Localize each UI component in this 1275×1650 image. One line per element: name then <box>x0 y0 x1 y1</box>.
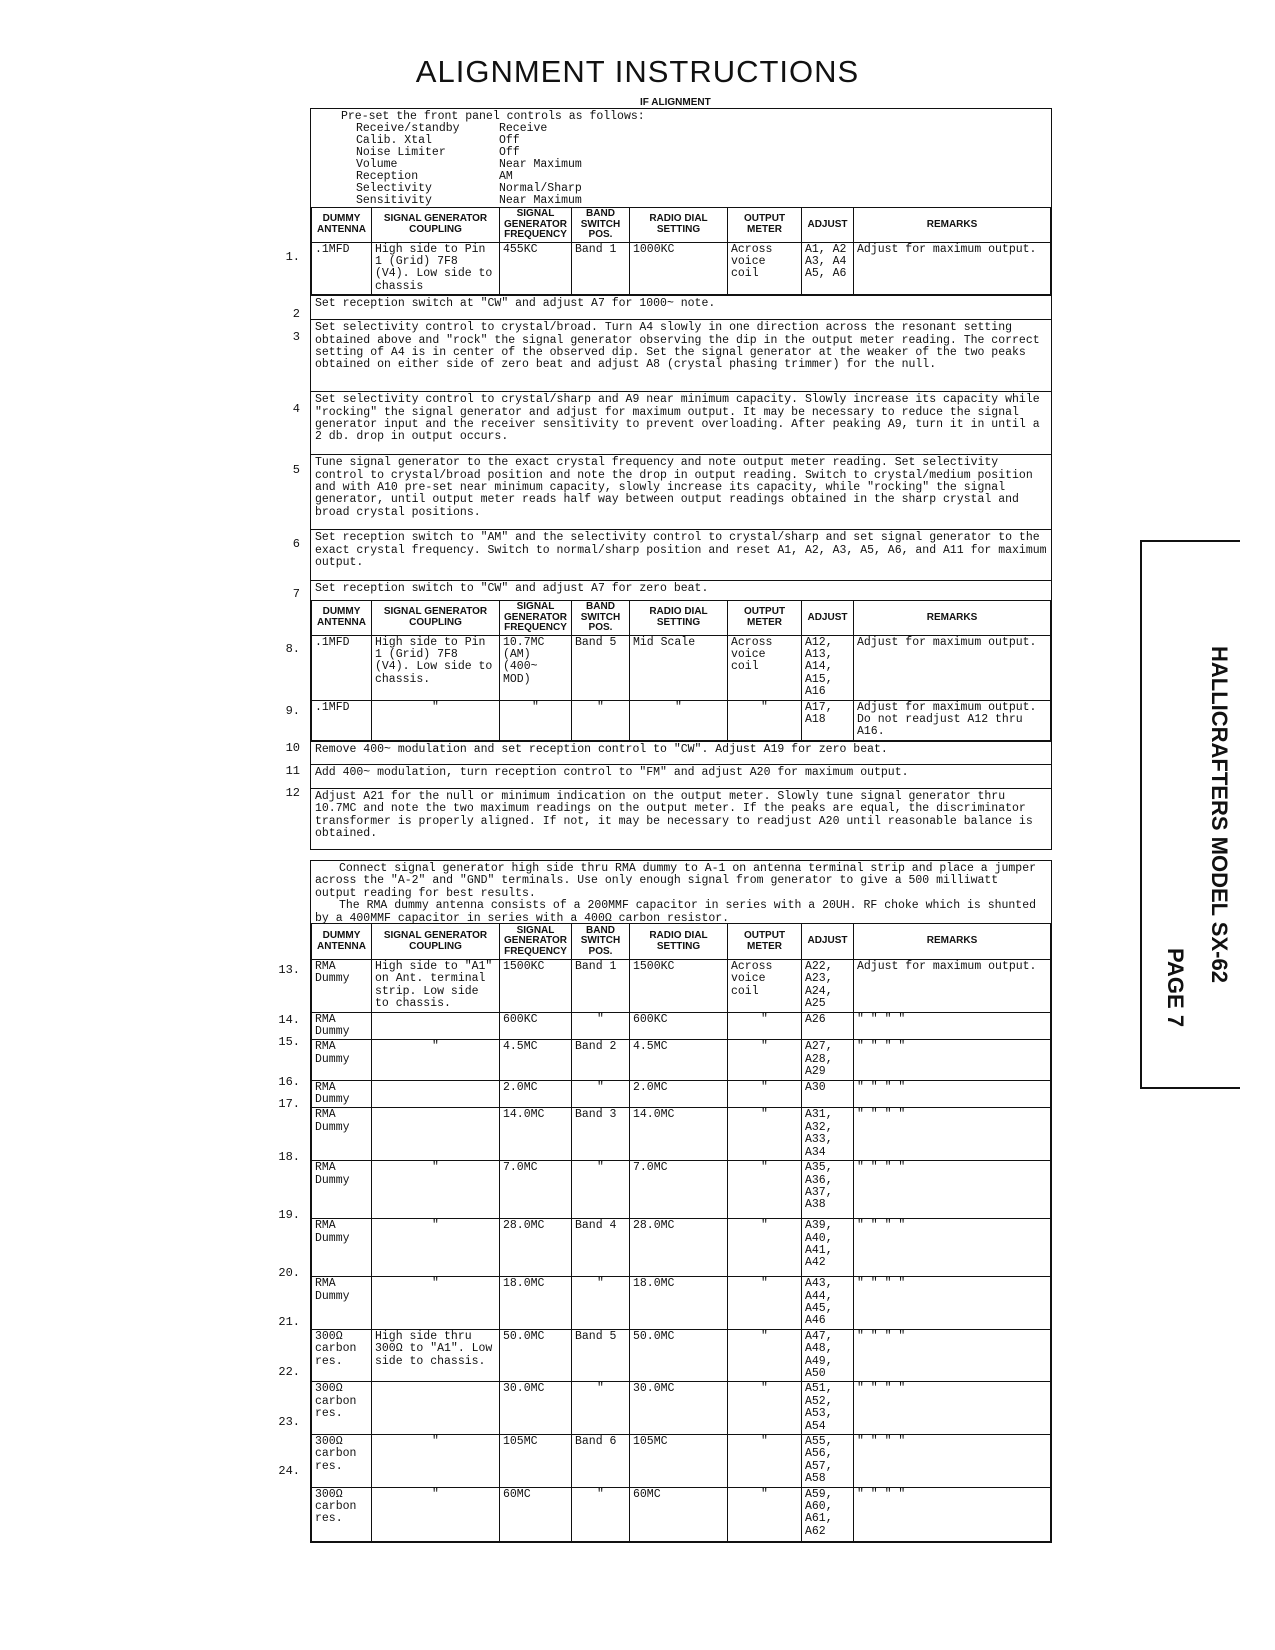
preset-key: Selectivity <box>356 182 432 195</box>
cell: " <box>572 1012 630 1040</box>
cell: " <box>728 1329 802 1382</box>
cell: 30.0MC <box>630 1382 728 1435</box>
header-generator-coupling: SIGNAL GENERATOR COUPLING <box>372 601 500 636</box>
cell: A55, A56, A57, A58 <box>802 1434 854 1487</box>
preset-value: Near Maximum <box>499 158 582 171</box>
cell: " " " " <box>854 1329 1051 1382</box>
header-dummy-antenna: DUMMY ANTENNA <box>312 208 372 243</box>
preset-key: Receive/standby <box>356 122 460 135</box>
step-number: 4 <box>292 402 300 416</box>
cell: 1500KC <box>500 960 572 1013</box>
preset-intro: Pre-set the front panel controls as follows: <box>341 110 645 123</box>
cell: 300Ω carbon res. <box>312 1434 372 1487</box>
cell: .1MFD <box>312 242 372 295</box>
table-row <box>312 1382 1051 1435</box>
cell: High side to Pin 1 (Grid) 7F8 (V4). Low side to chassis. <box>372 635 500 700</box>
step-number: 5 <box>292 463 300 477</box>
cell: A43, A44, A45, A46 <box>802 1277 854 1330</box>
header-output-meter: OUTPUT METER <box>728 208 802 243</box>
cell: " " " " <box>854 1012 1051 1040</box>
cell: Adjust for maximum output. <box>854 960 1051 1013</box>
cell: " <box>630 700 728 740</box>
cell: 455KC <box>500 242 572 295</box>
table-row <box>312 1161 1051 1219</box>
preset-key: Volume <box>356 158 398 171</box>
cell: 105MC <box>630 1434 728 1487</box>
header-adjust: ADJUST <box>802 208 854 243</box>
cell: 600KC <box>630 1012 728 1040</box>
header-generator-coupling: SIGNAL GENERATOR COUPLING <box>372 924 500 960</box>
cell: High side thru 300Ω to "A1". Low side to chassis. <box>372 1329 500 1382</box>
cell: " <box>572 1080 630 1108</box>
table-row <box>312 1012 1051 1040</box>
cell: 50.0MC <box>500 1329 572 1382</box>
step-number: 16. <box>278 1075 300 1089</box>
preset-value: Near Maximum <box>499 194 582 207</box>
cell: A30 <box>802 1080 854 1108</box>
header-band-switch: BAND SWITCH POS. <box>572 924 630 960</box>
cell: 300Ω carbon res. <box>312 1382 372 1435</box>
cell: 18.0MC <box>500 1277 572 1330</box>
cell: " <box>572 1382 630 1435</box>
cell: 300Ω carbon res. <box>312 1329 372 1382</box>
header-dial-setting: RADIO DIAL SETTING <box>630 208 728 243</box>
cell: Across voice coil <box>728 960 802 1013</box>
header-generator-frequency: SIGNAL GENERATOR FREQUENCY <box>500 601 572 636</box>
cell: 28.0MC <box>630 1219 728 1277</box>
cell: Band 6 <box>572 1434 630 1487</box>
step-number: 23. <box>278 1415 300 1429</box>
header-dummy-antenna: DUMMY ANTENNA <box>312 924 372 960</box>
step-text: Add 400~ modulation, turn reception control to "FM" and adjust A20 for maximum output. <box>311 764 1051 788</box>
step-number: 13. <box>278 963 300 977</box>
cell: A35, A36, A37, A38 <box>802 1161 854 1219</box>
cell: Across voice coil <box>728 242 802 295</box>
cell: Band 1 <box>572 960 630 1013</box>
step-number: 7 <box>292 587 300 601</box>
cell: " <box>728 1219 802 1277</box>
cell: 7.0MC <box>630 1161 728 1219</box>
cell: Band 5 <box>572 635 630 700</box>
preset-key: Calib. Xtal <box>356 134 432 147</box>
table-row <box>312 635 1051 700</box>
cell: " <box>372 700 500 740</box>
step-text: Set selectivity control to crystal/sharp and A9 near minimum capacity. Slowly increase its capacity while "rocking" the signal generator and adjust for maximum output. It may be necessary to reduce the signal generator input and the receiver sensitivity to prevent overloading. After peaking A9, turn it in until a 2 db. drop in output occurs. <box>311 391 1051 454</box>
cell: 600KC <box>500 1012 572 1040</box>
cell: 28.0MC <box>500 1219 572 1277</box>
step-number: 19. <box>278 1208 300 1222</box>
step-text: Set reception switch to "CW" and adjust A7 for zero beat. <box>311 580 1051 600</box>
cell: " " " " <box>854 1277 1051 1330</box>
page-title: ALIGNMENT INSTRUCTIONS <box>415 54 860 89</box>
cell: " <box>572 1277 630 1330</box>
table-row <box>312 1040 1051 1080</box>
step-number: 18. <box>278 1150 300 1164</box>
cell: Band 1 <box>572 242 630 295</box>
table-row <box>312 1277 1051 1330</box>
cell: " " " " <box>854 1219 1051 1277</box>
section-subtitle: IF ALIGNMENT <box>640 97 711 108</box>
preset-key: Reception <box>356 170 419 183</box>
cell: A59, A60, A61, A62 <box>802 1487 854 1541</box>
cell: " <box>728 1487 802 1541</box>
step-text: Set reception switch at "CW" and adjust A7 for 1000~ note. <box>311 295 1051 319</box>
alignment-table-if <box>311 207 1051 295</box>
cell: " " " " <box>854 1434 1051 1487</box>
cell: Across voice coil <box>728 635 802 700</box>
cell: A47, A48, A49, A50 <box>802 1329 854 1382</box>
page-number: PAGE 7 <box>1163 948 1188 1028</box>
cell: " <box>728 1382 802 1435</box>
table-row <box>312 1108 1051 1161</box>
cell: RMA Dummy <box>312 960 372 1013</box>
header-dial-setting: RADIO DIAL SETTING <box>630 601 728 636</box>
step-number: 14. <box>278 1013 300 1027</box>
cell: 60MC <box>630 1487 728 1541</box>
cell: 10.7MC (AM) (400~ MOD) <box>500 635 572 700</box>
preset-value: Normal/Sharp <box>499 182 582 195</box>
cell: " <box>728 1161 802 1219</box>
cell: Adjust for maximum output. Do not readjust A12 thru A16. <box>854 700 1051 740</box>
cell: RMA Dummy <box>312 1040 372 1080</box>
step-number: 10 <box>285 741 300 755</box>
cell: " <box>372 1434 500 1487</box>
header-generator-coupling: SIGNAL GENERATOR COUPLING <box>372 208 500 243</box>
cell: " <box>372 1161 500 1219</box>
cell: A51, A52, A53, A54 <box>802 1382 854 1435</box>
cell: High side to Pin 1 (Grid) 7F8 (V4). Low side to chassis <box>372 242 500 295</box>
cell <box>372 1382 500 1435</box>
step-text: Set reception switch to "AM" and the selectivity control to crystal/sharp and set signal generator to the exact crystal frequency. Switch to normal/sharp position and reset A1, A2, A3, A5, A6, and A11 for maximum output. <box>311 529 1051 580</box>
table-row <box>312 1487 1051 1541</box>
cell: " <box>728 1277 802 1330</box>
cell: A17, A18 <box>802 700 854 740</box>
cell: A26 <box>802 1012 854 1040</box>
rf-intro-block <box>311 861 1051 923</box>
cell: " <box>728 1108 802 1161</box>
step-text: Adjust A21 for the null or minimum indication on the output meter. Slowly tune signal generator thru 10.7MC and note the two maximum readings on the output meter. If the peaks are equal, the discriminator transformer is properly aligned. If not, it may be necessary to readjust A20 until reasonable balance is obtained. <box>311 788 1051 849</box>
cell: Band 5 <box>572 1329 630 1382</box>
cell: " <box>372 1219 500 1277</box>
cell <box>372 1012 500 1040</box>
step-number: 2 <box>292 307 300 321</box>
header-dummy-antenna: DUMMY ANTENNA <box>312 601 372 636</box>
cell: " <box>500 700 572 740</box>
cell: A39, A40, A41, A42 <box>802 1219 854 1277</box>
header-adjust: ADJUST <box>802 924 854 960</box>
cell <box>372 1080 500 1108</box>
table-row <box>312 1219 1051 1277</box>
table-row <box>312 242 1051 295</box>
cell: 14.0MC <box>630 1108 728 1161</box>
cell: High side to "A1" on Ant. terminal strip. Low side to chassis. <box>372 960 500 1013</box>
step-text: Tune signal generator to the exact crystal frequency and note output meter reading. Set selectivity control to crystal/broad position and note the drop in output reading. Switch to crystal/medium position and with A10 pre-set near minimum capacity, slowly increase its capacity, while "rocking" the signal generator, until output meter reads half way between output readings obtained in the sharp crystal and broad crystal positions. <box>311 454 1051 529</box>
step-number: 24. <box>278 1464 300 1478</box>
cell: " <box>372 1277 500 1330</box>
cell: 300Ω carbon res. <box>312 1487 372 1541</box>
cell: 4.5MC <box>500 1040 572 1080</box>
cell: RMA Dummy <box>312 1108 372 1161</box>
step-number: 20. <box>278 1266 300 1280</box>
step-number: 15. <box>278 1035 300 1049</box>
step-number: 22. <box>278 1365 300 1379</box>
header-remarks: REMARKS <box>854 924 1051 960</box>
cell: " <box>728 1040 802 1080</box>
cell: Adjust for maximum output. <box>854 635 1051 700</box>
cell: RMA Dummy <box>312 1161 372 1219</box>
cell: " <box>728 1012 802 1040</box>
table-row <box>312 1080 1051 1108</box>
cell: 2.0MC <box>630 1080 728 1108</box>
rf-intro: Connect signal generator high side thru RMA dummy to A-1 on antenna terminal strip and place a jumper across the "A-2" and "GND" terminals. Use only enough signal from generator to give a 500 milliwatt output reading for best results. <box>315 862 1037 900</box>
cell: " <box>572 1487 630 1541</box>
preset-value: AM <box>499 170 513 183</box>
cell: " " " " <box>854 1487 1051 1541</box>
cell: Band 2 <box>572 1040 630 1080</box>
step-number: 12 <box>285 786 300 800</box>
step-number: 1. <box>285 250 300 264</box>
cell: A12, A13, A14, A15, A16 <box>802 635 854 700</box>
cell: RMA Dummy <box>312 1012 372 1040</box>
cell: A1, A2 A3, A4 A5, A6 <box>802 242 854 295</box>
cell: .1MFD <box>312 700 372 740</box>
cell: " <box>572 700 630 740</box>
table-row <box>312 700 1051 740</box>
cell: " <box>728 1434 802 1487</box>
cell: " <box>372 1487 500 1541</box>
preset-value: Receive <box>499 122 548 135</box>
cell: 50.0MC <box>630 1329 728 1382</box>
cell: Band 4 <box>572 1219 630 1277</box>
header-remarks: REMARKS <box>854 601 1051 636</box>
preset-value: Off <box>499 146 520 159</box>
step-number: 11 <box>285 764 300 778</box>
cell: 2.0MC <box>500 1080 572 1108</box>
cell: A22, A23, A24, A25 <box>802 960 854 1013</box>
cell: RMA Dummy <box>312 1080 372 1108</box>
rf-intro-2: The RMA dummy antenna consists of a 200MMF capacitor in series with a 20UH. RF choke which is shunted by a 400MMF capacitor in series with a 400Ω carbon resistor. <box>315 899 1037 925</box>
cell: A31, A32, A33, A34 <box>802 1108 854 1161</box>
header-dial-setting: RADIO DIAL SETTING <box>630 924 728 960</box>
cell: " " " " <box>854 1161 1051 1219</box>
cell: 18.0MC <box>630 1277 728 1330</box>
step-text: Remove 400~ modulation and set reception control to "CW". Adjust A19 for zero beat. <box>311 741 1051 764</box>
table-row <box>312 1434 1051 1487</box>
cell: 60MC <box>500 1487 572 1541</box>
rf-alignment-section <box>310 860 1052 1543</box>
cell: A27, A28, A29 <box>802 1040 854 1080</box>
cell: Band 3 <box>572 1108 630 1161</box>
preset-value: Off <box>499 134 520 147</box>
step-number: 3 <box>292 330 300 344</box>
cell: .1MFD <box>312 635 372 700</box>
header-output-meter: OUTPUT METER <box>728 924 802 960</box>
cell: " <box>728 700 802 740</box>
preset-block <box>311 109 1051 207</box>
step-number: 6 <box>292 537 300 551</box>
cell: RMA Dummy <box>312 1219 372 1277</box>
header-output-meter: OUTPUT METER <box>728 601 802 636</box>
header-remarks: REMARKS <box>854 208 1051 243</box>
cell: RMA Dummy <box>312 1277 372 1330</box>
cell: " " " " <box>854 1040 1051 1080</box>
cell: 4.5MC <box>630 1040 728 1080</box>
cell: " " " " <box>854 1382 1051 1435</box>
cell: 7.0MC <box>500 1161 572 1219</box>
model-label: HALLICRAFTERS MODEL SX-62 <box>1207 646 1232 983</box>
table-row <box>312 1329 1051 1382</box>
step-number: 8. <box>285 642 300 656</box>
if-alignment-section <box>310 108 1052 850</box>
step-number: 9. <box>285 704 300 718</box>
preset-key: Noise Limiter <box>356 146 446 159</box>
cell: Adjust for maximum output. <box>854 242 1051 295</box>
header-band-switch: BAND SWITCH POS. <box>572 601 630 636</box>
cell: " " " " <box>854 1080 1051 1108</box>
cell: 14.0MC <box>500 1108 572 1161</box>
cell: " <box>372 1040 500 1080</box>
cell: 1500KC <box>630 960 728 1013</box>
step-text: Set selectivity control to crystal/broad. Turn A4 slowly in one direction across the resonant setting obtained above and "rock" the signal generator observing the dip in the output meter reading. The correct setting of A4 is in center of the observed dip. Set the signal generator at the weaker of the two peaks obtained on either side of zero beat and adjust A8 (crystal phasing trimmer) for the null. <box>311 319 1051 391</box>
cell: " <box>728 1080 802 1108</box>
header-generator-frequency: SIGNAL GENERATOR FREQUENCY <box>500 924 572 960</box>
cell <box>372 1108 500 1161</box>
step-number: 17. <box>278 1097 300 1111</box>
step-number: 21. <box>278 1315 300 1329</box>
cell: " " " " <box>854 1108 1051 1161</box>
header-adjust: ADJUST <box>802 601 854 636</box>
alignment-table-rf <box>311 923 1051 1542</box>
header-generator-frequency: SIGNAL GENERATOR FREQUENCY <box>500 208 572 243</box>
cell: 1000KC <box>630 242 728 295</box>
cell: Mid Scale <box>630 635 728 700</box>
header-band-switch: BAND SWITCH POS. <box>572 208 630 243</box>
cell: " <box>572 1161 630 1219</box>
cell: 105MC <box>500 1434 572 1487</box>
preset-key: Sensitivity <box>356 194 432 207</box>
cell: 30.0MC <box>500 1382 572 1435</box>
alignment-table-fm <box>311 600 1051 741</box>
table-row <box>312 960 1051 1013</box>
